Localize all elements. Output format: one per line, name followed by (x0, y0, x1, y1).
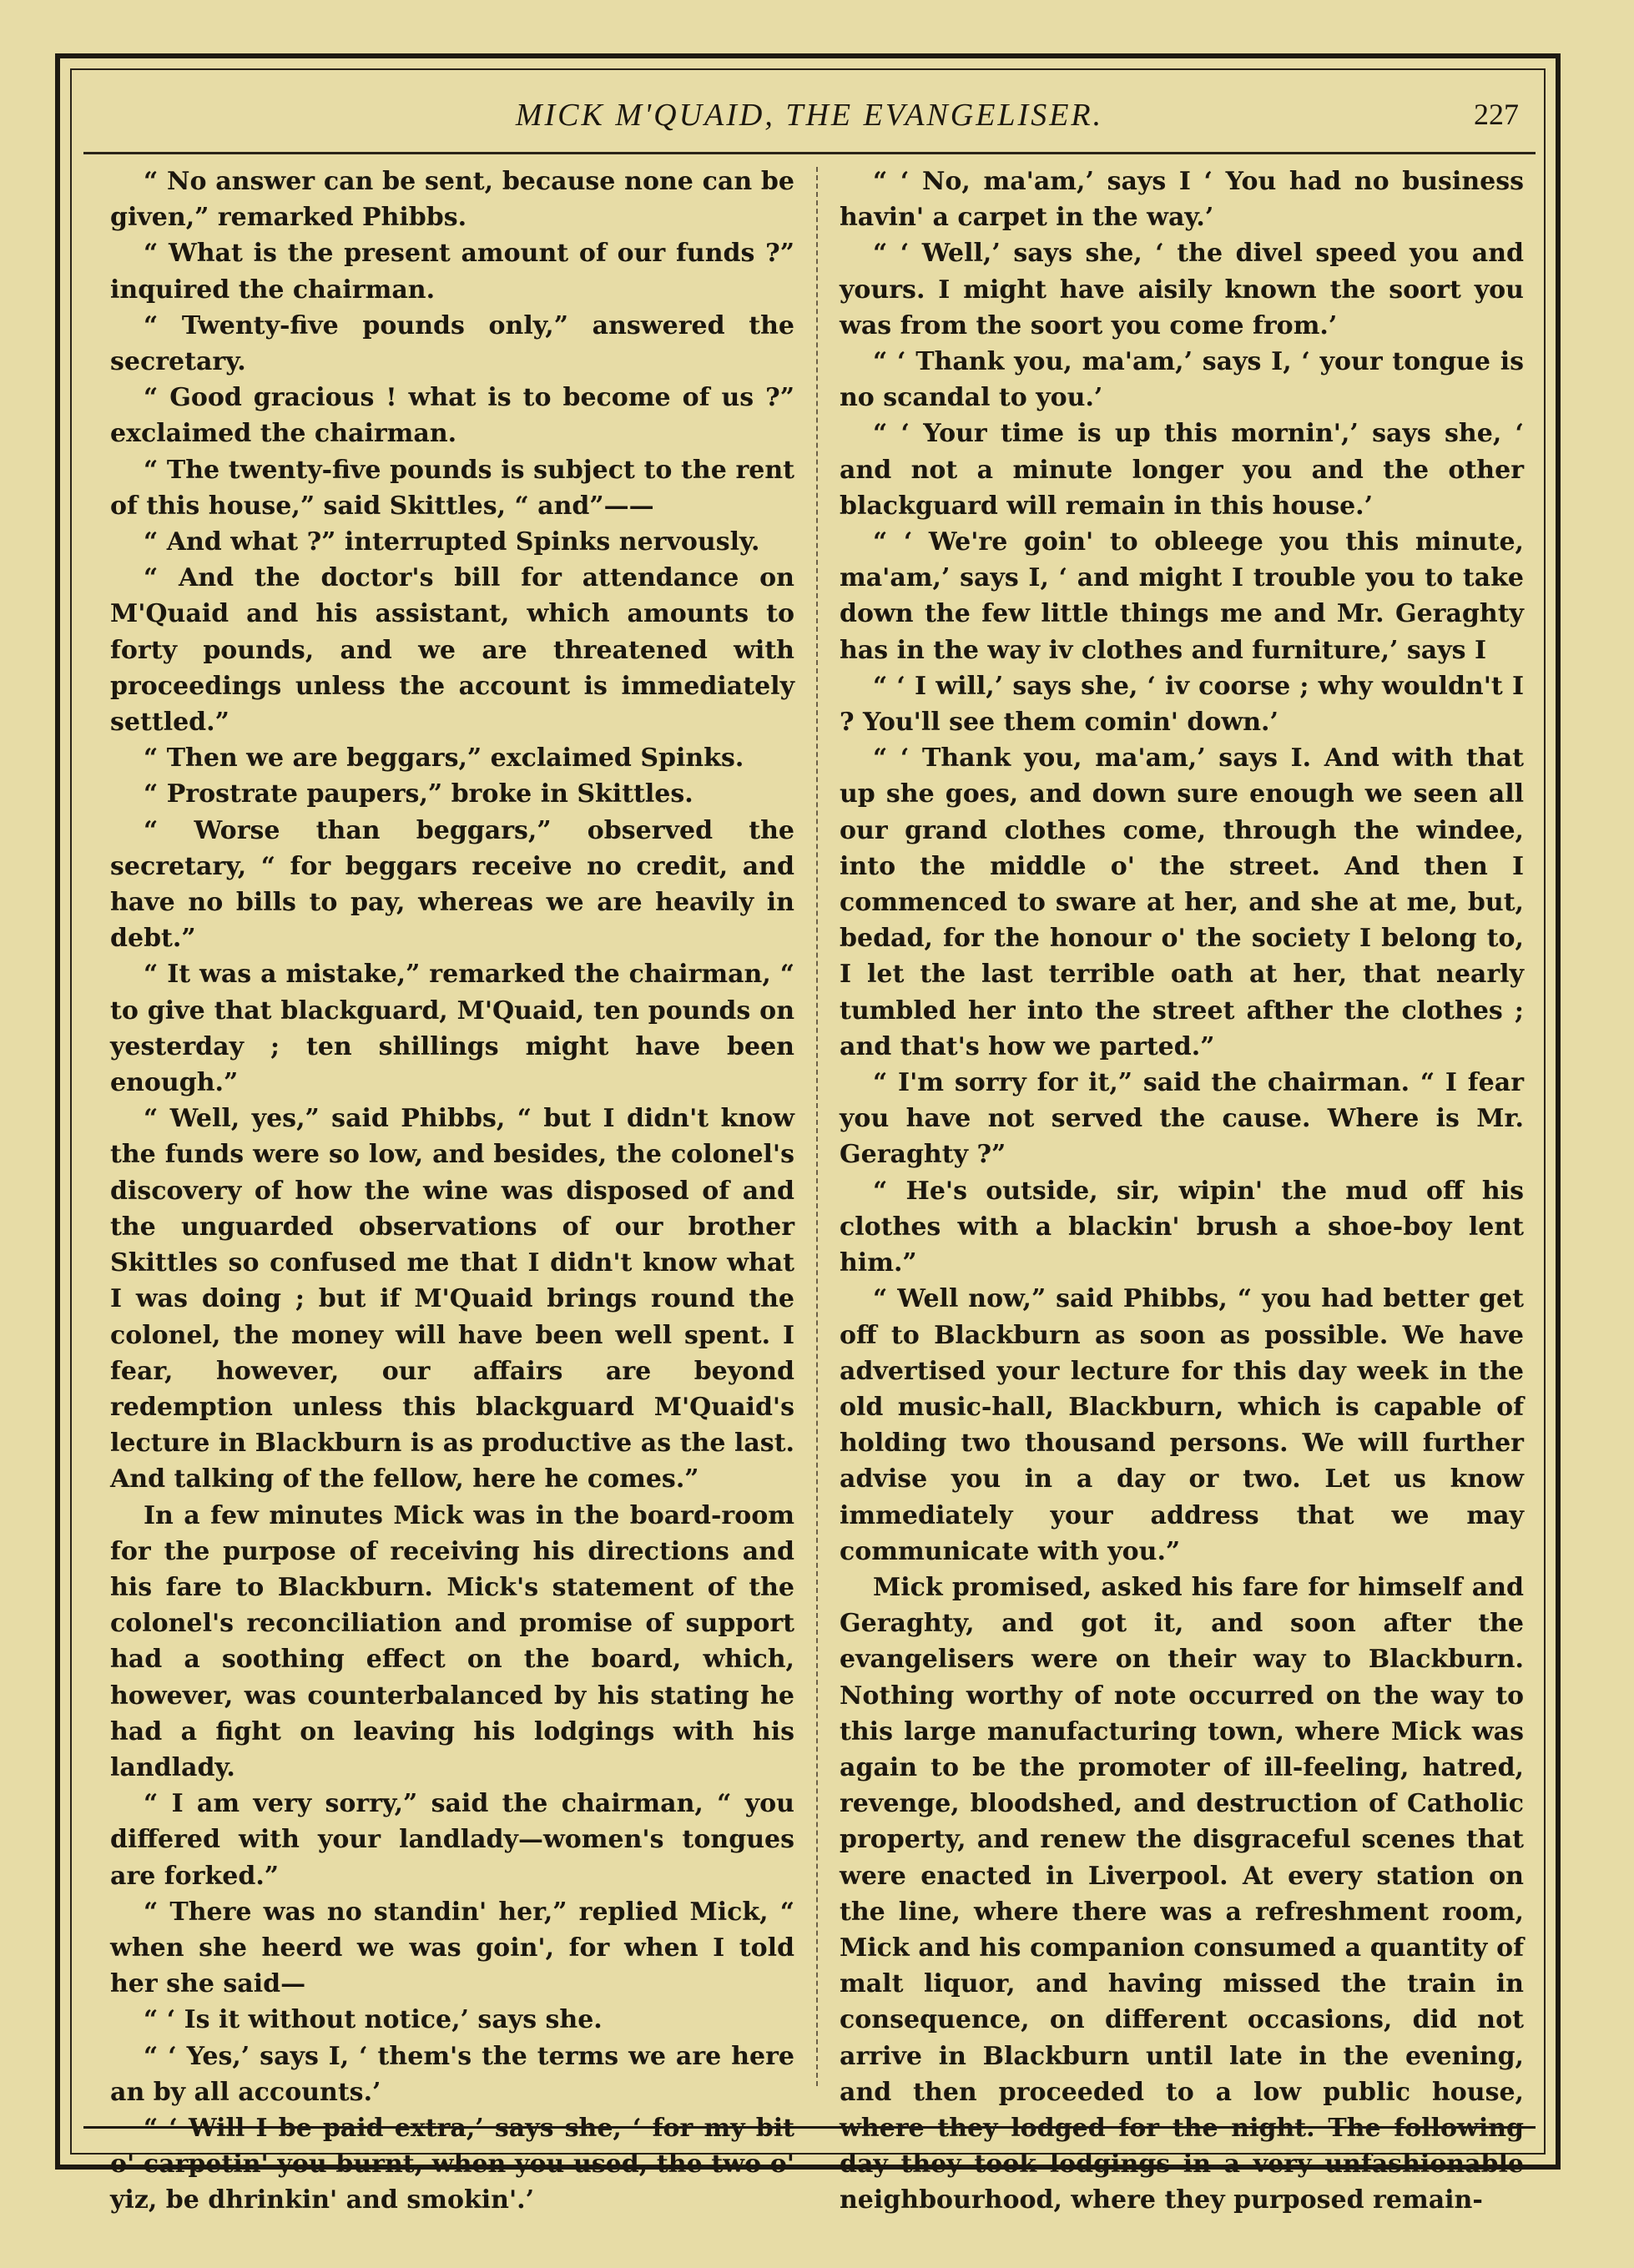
paragraph: “ I'm sorry for it,” said the chairman. “ I fear you have not served the cause. Where is Mr. Geraghty ?” (840, 1068, 1524, 1170)
paragraph: “ Good gracious ! what is to become of us ?” exclaimed the chairman. (110, 383, 794, 449)
paragraph: “ No answer can be sent, because none can be given,” remarked Phibbs. (110, 167, 794, 233)
paragraph: “ Well, yes,” said Phibbs, “ but I didn't know the funds were so low, and besides, the colonel's discovery of how the wine was disposed of and the unguarded observations of our brother Skittles so confused me that I didn't know what I was doing ; but if M'Quaid brings round the colonel, the money will have been well spent. I fear, however, our affairs are beyond redemption unless this blackguard M'Quaid's lecture in Blackburn is as productive as the last. And talking of the fellow, here he comes.” (110, 1104, 794, 1494)
paragraph: “ The twenty-five pounds is subject to the rent of this house,” said Skittles, “ and”—— (110, 455, 794, 521)
paragraph: “ ‘ Will I be paid extra,’ says she, ‘ for my bit o' carpetin' you burnt, when you used, the two o' yiz, be dhrinkin' and smokin'.’ (110, 2113, 794, 2215)
paragraph: “ ‘ Thank you, ma'am,’ says I, ‘ your tongue is no scandal to you.’ (840, 347, 1524, 413)
paragraph: “ Worse than beggars,” observed the secretary, “ for beggars receive no credit, and have no bills to pay, whereas we are heavily in debt.” (110, 815, 794, 954)
header-rule (83, 152, 1536, 154)
paragraph: “ It was a mistake,” remarked the chairman, “ to give that blackguard, M'Quaid, ten pounds on yesterday ; ten shillings might have been enough.” (110, 960, 794, 1098)
paragraph: “ What is the present amount of our funds ?” inquired the chairman. (110, 239, 794, 305)
running-title: MICK M'QUAID, THE EVANGELISER. (515, 98, 1104, 133)
paragraph: “ I am very sorry,” said the chairman, “ you differed with your landlady—women's tongues are forked.” (110, 1789, 794, 1891)
paragraph: “ And what ?” interrupted Spinks nervously. (144, 527, 760, 557)
paragraph: In a few minutes Mick was in the board-room for the purpose of receiving his directions and his fare to Blackburn. Mick's statement of the colonel's reconciliation and promise of support had a soothing effect on the board, which, however, was counterbalanced by his stating he had a fight on leaving his lodgings with his landlady. (110, 1500, 794, 1782)
paragraph: “ ‘ No, ma'am,’ says I ‘ You had no business havin' a carpet in the way.’ (840, 167, 1524, 233)
right-column (840, 164, 1524, 2215)
paragraph: “ Prostrate paupers,” broke in Skittles. (144, 779, 693, 809)
paragraph: “ ‘ Thank you, ma'am,’ says I. And with that up she goes, and down sure enough we seen all our grand clothes come, through the windee, into the middle o' the street. And then I commenced to sware at her, and she at me, but, bedad, for the honour o' the society I belong to, I let the last terrible oath at her, that nearly tumbled her into the street afther the clothes ; and that's how we parted.” (840, 743, 1524, 1061)
paragraph: “ Well now,” said Phibbs, “ you had better get off to Blackburn as soon as possible. We have advertised your lecture for this day week in the old music-hall, Blackburn, which is capable of holding two thousand persons. We will further advise you in a day or two. Let us know immediately your address that we may communicate with you.” (840, 1284, 1524, 1566)
paragraph: “ Then we are beggars,” exclaimed Spinks. (144, 743, 744, 774)
paragraph: “ ‘ I will,’ says she, ‘ iv coorse ; why wouldn't I ? You'll see them comin' down.’ (840, 671, 1524, 738)
paragraph: “ There was no standin' her,” replied Mick, “ when she heerd we was goin', for when I told her she said— (110, 1897, 794, 1999)
paragraph: “ ‘ Yes,’ says I, ‘ them's the terms we are here an by all accounts.’ (110, 2041, 794, 2107)
paragraph: Mick promised, asked his fare for himself and Geraghty, and got it, and soon after the evangelisers were on their way to Blackburn. Nothing worthy of note occurred on the way to this large manufacturing town, where Mick was again to be the promoter of ill-feeling, hatred, revenge, bloodshed, and destruction of Catholic property, and renew the disgraceful scenes that were enacted in Liverpool. At every station on the line, where there was a refreshment room, Mick and his companion consumed a quantity of malt liquor, and having missed the train in consequence, on different occasions, did not arrive in Blackburn until late in the evening, and then proceeded to a low public house, where they lodged for the night. The following day they took lodgings in a very unfashionable neighbourhood, where they purposed remain- (840, 1572, 1524, 2215)
left-column (110, 164, 794, 2215)
page-number: 227 (1474, 98, 1519, 131)
footer-rule (83, 2126, 1536, 2129)
paragraph: “ Twenty-five pounds only,” answered the secretary. (110, 310, 794, 377)
paragraph: “ He's outside, sir, wipin' the mud off his clothes with a blackin' brush a shoe-boy lent him.” (840, 1176, 1524, 1278)
column-divider (816, 167, 818, 2086)
paragraph: “ And the doctor's bill for attendance on M'Quaid and his assistant, which amounts to forty pounds, and we are threatened with proceedings unless the account is immediately settled.” (110, 563, 794, 738)
page-header (83, 85, 1536, 150)
paragraph: “ ‘ Is it without notice,’ says she. (144, 2005, 603, 2035)
paragraph: “ ‘ Well,’ says she, ‘ the divel speed you and yours. I might have aisily known the soort you was from the soort you come from.’ (840, 239, 1524, 340)
paragraph: “ ‘ Your time is up this mornin',’ says she, ‘ and not a minute longer you and the other blackguard will remain in this house.’ (840, 419, 1524, 521)
paragraph: “ ‘ We're goin' to obleege you this minute, ma'am,’ says I, ‘ and might I trouble you to take down the few little things me and Mr. Geraghty has in the way iv clothes and furniture,’ says I (840, 527, 1524, 665)
